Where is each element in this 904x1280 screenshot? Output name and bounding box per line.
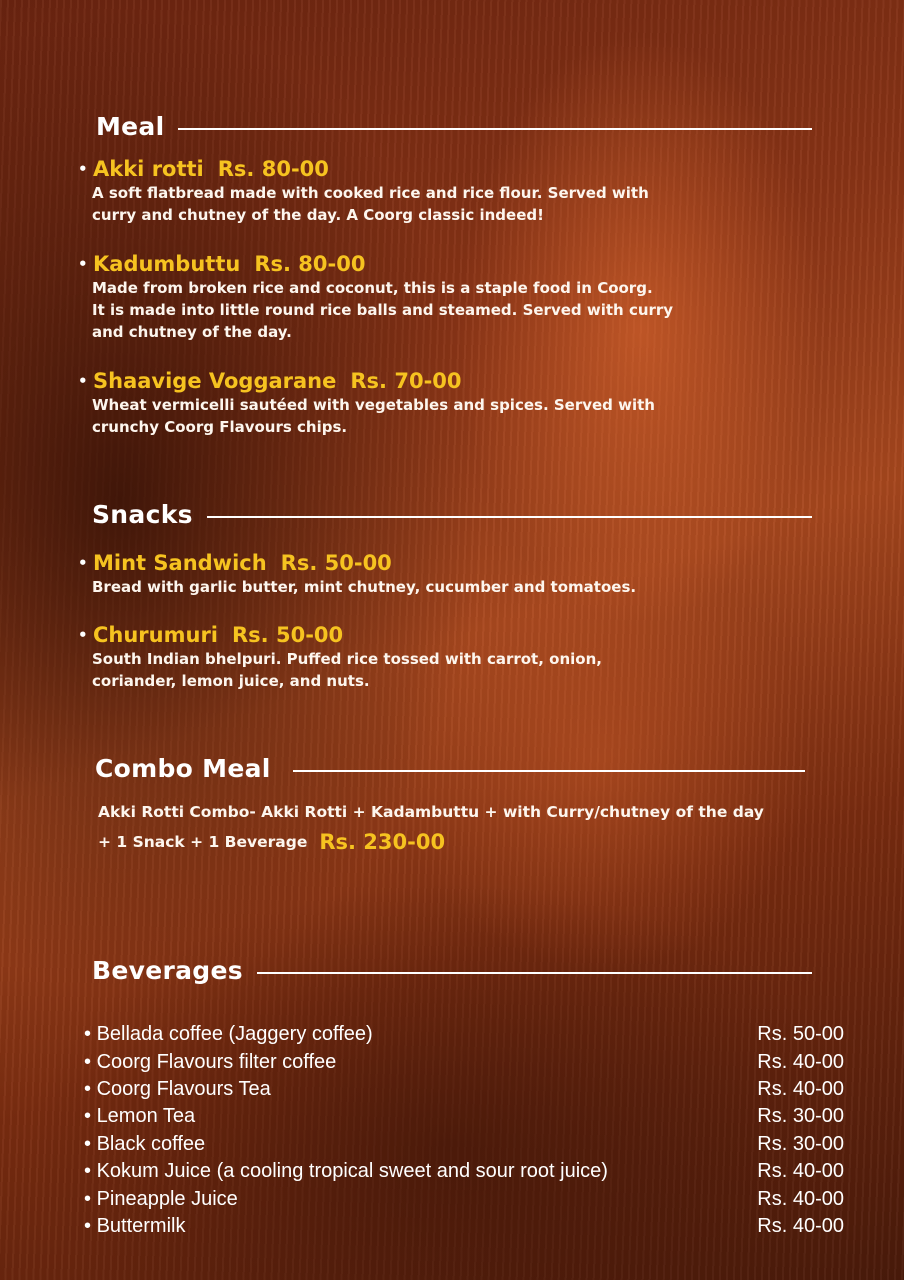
bullet-icon: •: [78, 255, 88, 273]
item-price: Rs. 70-00: [350, 369, 462, 393]
beverage-price: Rs. 40-00: [757, 1077, 844, 1100]
snacks-heading: [92, 500, 812, 529]
beverage-name: Lemon Tea: [96, 1105, 196, 1128]
beverages-list: [84, 1021, 844, 1240]
bullet-icon: •: [78, 160, 88, 178]
desc-line: Wheat vermicelli sautéed with vegetables and spices. Served with: [92, 396, 655, 414]
item-name: Kadumbuttu: [93, 252, 241, 276]
beverage-name: Pineapple Juice: [96, 1187, 238, 1210]
list-item: • Coorg Flavours Tea Rs. 40-00: [84, 1077, 844, 1100]
beverage-price: Rs. 40-00: [757, 1160, 844, 1183]
desc-line: Bread with garlic butter, mint chutney, cucumber and tomatoes.: [92, 578, 637, 596]
item-description: [92, 394, 798, 438]
beverages-heading: [92, 956, 812, 985]
combo-price: Rs. 230-00: [319, 830, 446, 854]
desc-line: curry and chutney of the day. A Coorg classic indeed!: [92, 206, 544, 224]
meal-heading: [96, 112, 812, 141]
item-description: [92, 648, 798, 692]
list-item: • Black coffee Rs. 30-00: [84, 1132, 844, 1155]
beverage-name: Coorg Flavours filter coffee: [96, 1050, 337, 1073]
list-item: • Kokum Juice (a cooling tropical sweet and sour root juice) Rs. 40-00: [84, 1160, 844, 1183]
beverage-name: Bellada coffee (Jaggery coffee): [96, 1023, 373, 1046]
item-description: [92, 182, 798, 226]
beverage-price: Rs. 40-00: [757, 1050, 844, 1073]
item-price: Rs. 50-00: [232, 623, 344, 647]
list-item: • Pineapple Juice Rs. 40-00: [84, 1187, 844, 1210]
desc-line: coriander, lemon juice, and nuts.: [92, 672, 370, 690]
list-item: • Coorg Flavours filter coffee Rs. 40-00: [84, 1050, 844, 1073]
combo-divider: [293, 770, 805, 772]
beverage-name: Kokum Juice (a cooling tropical sweet and sour root juice): [96, 1160, 608, 1183]
beverage-price: Rs. 50-00: [757, 1023, 844, 1046]
item-name: Shaavige Voggarane: [93, 369, 337, 393]
combo-heading-label: Combo Meal: [95, 754, 271, 783]
desc-line: Made from broken rice and coconut, this is a staple food in Coorg.: [92, 279, 653, 297]
item-description: [92, 277, 798, 343]
menu-item-akki-rotti: [78, 156, 798, 226]
desc-line: South Indian bhelpuri. Puffed rice tossed with carrot, onion,: [92, 650, 602, 668]
item-name: Mint Sandwich: [93, 551, 267, 575]
bullet-icon: •: [78, 626, 88, 644]
list-item: • Buttermilk Rs. 40-00: [84, 1214, 844, 1237]
item-name: Churumuri: [93, 623, 219, 647]
snacks-heading-label: Snacks: [92, 500, 193, 529]
item-price: Rs. 50-00: [280, 551, 392, 575]
beverage-price: Rs. 30-00: [757, 1132, 844, 1155]
item-name: Akki rotti: [93, 157, 204, 181]
item-price: Rs. 80-00: [254, 252, 366, 276]
desc-line: A soft flatbread made with cooked rice and rice flour. Served with: [92, 184, 649, 202]
beverage-price: Rs. 30-00: [757, 1105, 844, 1128]
beverages-heading-label: Beverages: [92, 956, 243, 985]
meal-heading-label: Meal: [96, 112, 165, 141]
snacks-divider: [207, 516, 812, 518]
beverage-name: Coorg Flavours Tea: [96, 1077, 271, 1100]
beverage-price: Rs. 40-00: [757, 1187, 844, 1210]
menu-item-kadumbuttu: [78, 251, 798, 343]
list-item: • Bellada coffee (Jaggery coffee) Rs. 50-00: [84, 1023, 844, 1046]
desc-line: It is made into little round rice balls and steamed. Served with curry: [92, 301, 674, 319]
desc-line: crunchy Coorg Flavours chips.: [92, 418, 348, 436]
combo-heading: [95, 754, 805, 783]
bullet-icon: •: [78, 554, 88, 572]
beverage-name: Buttermilk: [96, 1214, 186, 1237]
bullet-icon: •: [78, 372, 88, 390]
combo-desc-text: + 1 Snack + 1 Beverage: [98, 833, 308, 851]
item-description: [92, 576, 798, 598]
beverage-name: Black coffee: [96, 1132, 206, 1155]
combo-description-line2: [98, 830, 445, 854]
list-item: • Lemon Tea Rs. 30-00: [84, 1105, 844, 1128]
menu-item-mint-sandwich: [78, 550, 798, 598]
desc-line: and chutney of the day.: [92, 323, 292, 341]
beverages-divider: [257, 972, 812, 974]
menu-item-churumuri: [78, 622, 798, 692]
beverage-price: Rs. 40-00: [757, 1214, 844, 1237]
menu-item-shaavige-voggarane: [78, 368, 798, 438]
combo-description-line1: Akki Rotti Combo- Akki Rotti + Kadambuttu + with Curry/chutney of the day: [98, 803, 764, 821]
meal-divider: [178, 128, 812, 130]
item-price: Rs. 80-00: [217, 157, 329, 181]
